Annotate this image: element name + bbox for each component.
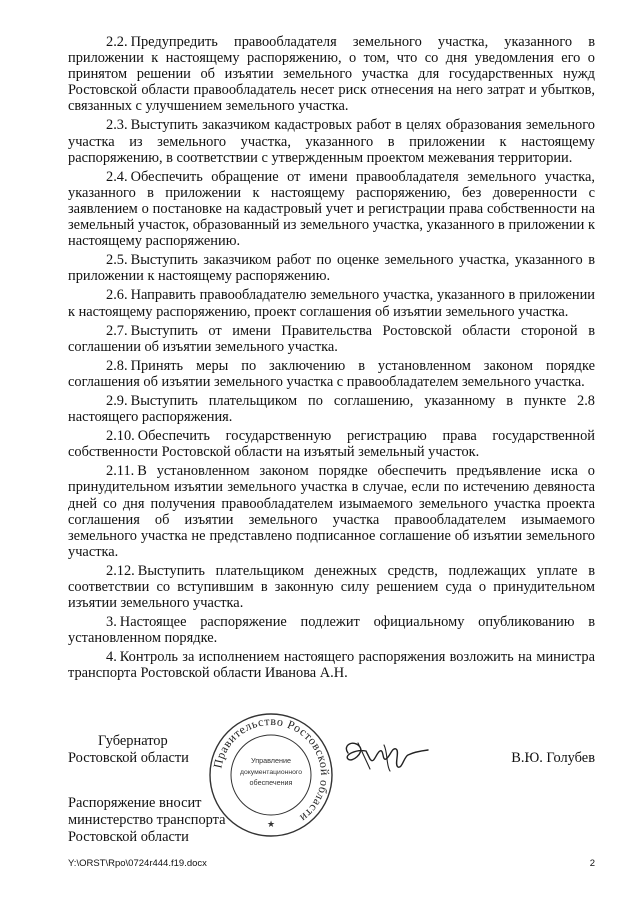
paragraph-text: Выступить плательщиком денежных средств, подлежащих уплате в соответствии со вступившим в законную силу решением суда о принудительном изъятии земельного участка. bbox=[68, 562, 595, 612]
paragraph-number: 2.8. bbox=[106, 357, 128, 374]
submitted-by-line: Ростовской области bbox=[68, 829, 189, 845]
paragraph-text: Контроль за исполнением настоящего распоряжения возложить на министра транспорта Ростовской области Иванова А.Н. bbox=[68, 649, 595, 682]
paragraph-text: Принять меры по заключению в установленном законом порядке соглашения об изъятии земельного участка с правообладателем земельного участка. bbox=[68, 357, 595, 390]
seal-outer-text: Правительство Ростовской области bbox=[210, 713, 333, 826]
paragraph-2-11 bbox=[68, 463, 595, 560]
governor-title: Губернатор bbox=[98, 733, 168, 749]
handwritten-signature bbox=[340, 735, 430, 777]
paragraph-text: Выступить заказчиком кадастровых работ в целях образования земельного участка из земельного участка, указанного в приложении к настоящему распоряжению, в соответствии с утвержденным проектом межевания территории. bbox=[68, 117, 595, 166]
paragraph-text: Предупредить правообладателя земельного участка, указанного в приложении к настоящему распоряжению, о том, что со дня уведомления его о принятом решении об изъятии земельного участка для государственных нужд Ростовской области правообладатель несет риск отнесения на него затрат и убытков, связанных с улучшением земельного участка. bbox=[68, 34, 595, 115]
paragraph-2-4 bbox=[68, 169, 595, 249]
paragraph-2-2 bbox=[68, 34, 595, 114]
paragraph-number: 4. bbox=[106, 649, 117, 666]
document-body bbox=[68, 34, 595, 685]
page-number: 2 bbox=[589, 858, 595, 869]
paragraph-text: Обеспечить обращение от имени правообладателя земельного участка, указанного в приложении к настоящему распоряжению, без доверенности с заявлением о постановке на кадастровый учет и регистрации права собственности на земельный участок, образованный из земельного участка, указанного в приложении к настоящему распоряжению. bbox=[68, 168, 595, 250]
submitted-by-line: Распоряжение вносит bbox=[68, 795, 202, 811]
paragraph-text: Выступить заказчиком работ по оценке земельного участка, указанного в приложении к настоящему распоряжению. bbox=[68, 252, 595, 285]
paragraph-2-3 bbox=[68, 117, 595, 165]
paragraph-text: Обеспечить государственную регистрацию права государственной собственности Ростовской области на изъятый земельный участок. bbox=[68, 428, 595, 461]
paragraph-4 bbox=[68, 649, 595, 681]
paragraph-text: Направить правообладателю земельного участка, указанного в приложении к настоящему распоряжению, проект соглашения об изъятии земельного участка. bbox=[68, 287, 595, 320]
governor-name: В.Ю. Голубев bbox=[511, 750, 595, 766]
paragraph-2-10 bbox=[68, 428, 595, 460]
paragraph-2-6 bbox=[68, 287, 595, 319]
paragraph-2-8 bbox=[68, 358, 595, 390]
paragraph-number: 3. bbox=[106, 614, 117, 631]
paragraph-number: 2.7. bbox=[106, 322, 128, 339]
seal-inner-text: документационного bbox=[239, 769, 303, 776]
paragraph-number: 2.5. bbox=[106, 252, 128, 269]
paragraph-number: 2.4. bbox=[106, 168, 128, 185]
paragraph-text: Выступить плательщиком по соглашению, указанному в пункте 2.8 настоящего распоряжения. bbox=[68, 392, 595, 426]
paragraph-2-7 bbox=[68, 323, 595, 355]
governor-region: Ростовской области bbox=[68, 750, 189, 766]
seal-star-icon: ★ bbox=[266, 819, 276, 829]
paragraph-text: Настоящее распоряжение подлежит официальному опубликованию в установленном порядке. bbox=[68, 614, 595, 647]
paragraph-3 bbox=[68, 614, 595, 646]
paragraph-number: 2.11. bbox=[106, 463, 135, 480]
submitted-by bbox=[68, 795, 226, 846]
paragraph-number: 2.12. bbox=[106, 562, 135, 579]
paragraph-number: 2.10. bbox=[106, 428, 135, 445]
paragraph-number: 2.9. bbox=[106, 392, 128, 409]
paragraph-text: В установленном законом порядке обеспечить предъявление иска о принудительном изъятии земельного участка в случае, если по истечению девяноста дней со дня получения правообладателем изымаемого земельного участка проекта соглашения об изъятии земельного участка правообладателем изымаемого земельного участка не представлено подписанное соглашение об изъятии земельного участка. bbox=[68, 463, 595, 560]
paragraph-number: 2.6. bbox=[106, 287, 128, 304]
submitted-by-line: министерство транспорта bbox=[68, 812, 226, 828]
seal-inner-text: Управление bbox=[251, 756, 291, 765]
paragraph-2-5 bbox=[68, 252, 595, 284]
footer-file-path: Y:\ORST\Rpo\0724r444.f19.docx bbox=[68, 858, 207, 869]
paragraph-number: 2.2. bbox=[106, 34, 128, 50]
official-seal-stamp bbox=[207, 711, 335, 839]
paragraph-text: Выступить от имени Правительства Ростовской области стороной в соглашении об изъятии земельного участка. bbox=[68, 322, 595, 355]
paragraph-2-12 bbox=[68, 563, 595, 611]
paragraph-number: 2.3. bbox=[106, 117, 128, 134]
paragraph-2-9 bbox=[68, 393, 595, 425]
seal-inner-text: обеспечения bbox=[249, 778, 293, 787]
